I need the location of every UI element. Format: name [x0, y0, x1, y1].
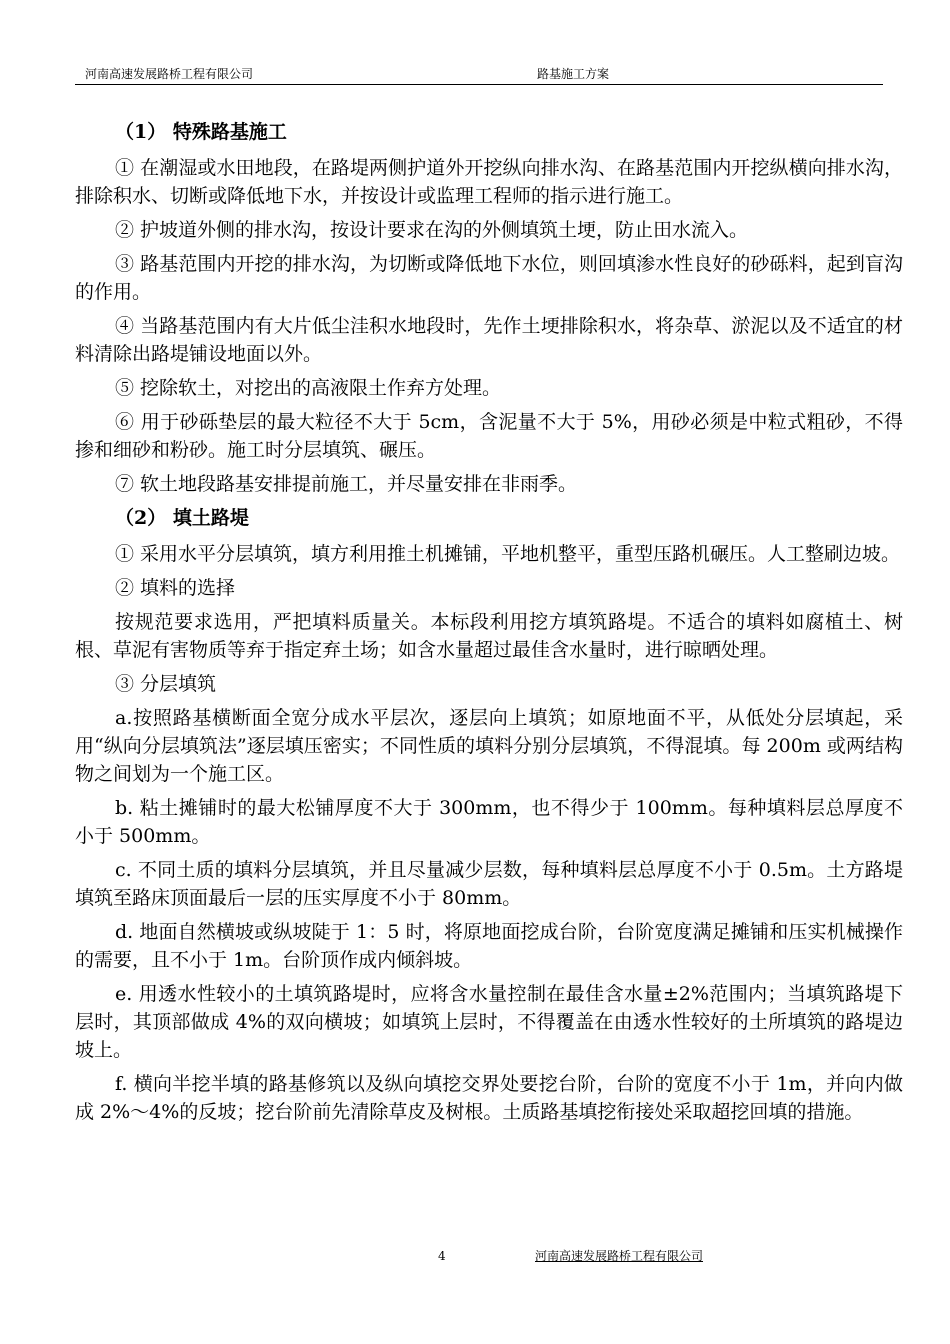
section-heading: （2） 填土路堤: [115, 507, 249, 529]
paragraph: ④ 当路基范围内有大片低尘洼积水地段时，先作土埂排除积水，将杂草、淤泥以及不适宜的材料清除出路堤铺设地面以外。: [75, 315, 903, 365]
paragraph: ① 在潮湿或水田地段，在路堤两侧护道外开挖纵向排水沟、在路基范围内开挖纵横向排水沟，排除积水、切断或降低地下水，并按设计或监理工程师的指示进行施工。: [75, 157, 903, 207]
page-header: [75, 66, 883, 85]
paragraph: ⑤ 挖除软土，对挖出的高液限土作弃方处理。: [115, 377, 502, 399]
paragraph: ① 采用水平分层填筑，填方利用推土机摊铺，平地机整平，重型压路机碾压。人工整刷边坡。: [115, 543, 901, 565]
paragraph: 按规范要求选用，严把填料质量关。本标段利用挖方填筑路堤。不适合的填料如腐植土、树根、草泥有害物质等弃于指定弃土场；如含水量超过最佳含水量时，进行晾晒处理。: [75, 611, 903, 661]
paragraph: ⑥ 用于砂砾垫层的最大粒径不大于 5cm，含泥量不大于 5%，用砂必须是中粒式粗砂，不得掺和细砂和粉砂。施工时分层填筑、碾压。: [75, 411, 903, 461]
section-heading: （1） 特殊路基施工: [115, 121, 287, 143]
section-fill-embankment: [75, 504, 903, 1126]
paragraph: e. 用透水性较小的土填筑路堤时，应将含水量控制在最佳含水量±2%范围内；当填筑路堤下层时，其顶部做成 4%的双向横坡；如填筑上层时，不得覆盖在由透水性较好的土所填筑的路堤边坡上。: [75, 983, 903, 1061]
paragraph: d. 地面自然横坡或纵坡陡于 1：5 时，将原地面挖成台阶，台阶宽度满足摊铺和压实机械操作的需要，且不小于 1m。台阶顶作成内倾斜坡。: [75, 921, 903, 971]
header-doc-title: 路基施工方案: [537, 67, 610, 81]
paragraph: c. 不同土质的填料分层填筑，并且尽量减少层数，每种填料层总厚度不小于 0.5m。土方路堤填筑至路床顶面最后一层的压实厚度不小于 80mm。: [75, 859, 903, 909]
header-company: 河南高速发展路桥工程有限公司: [85, 67, 254, 81]
paragraph: ③ 分层填筑: [115, 673, 217, 695]
section-special-subgrade: [75, 118, 903, 498]
paragraph: ② 护坡道外侧的排水沟，按设计要求在沟的外侧填筑土埂，防止田水流入。: [115, 219, 749, 241]
paragraph: ② 填料的选择: [115, 577, 236, 599]
paragraph: b. 粘土摊铺时的最大松铺厚度不大于 300mm，也不得少于 100mm。每种填料层总厚度不小于 500mm。: [75, 797, 903, 847]
footer-company: 河南高速发展路桥工程有限公司: [535, 1249, 704, 1263]
paragraph: f. 横向半挖半填的路基修筑以及纵向填挖交界处要挖台阶，台阶的宽度不小于 1m，并向内做成 2%～4%的反坡；挖台阶前先清除草皮及树根。土质路基填挖衔接处采取超挖回填的措施。: [75, 1073, 903, 1123]
paragraph: ③ 路基范围内开挖的排水沟，为切断或降低地下水位，则回填渗水性良好的砂砾料，起到盲沟的作用。: [75, 253, 903, 303]
paragraph: a.按照路基横断面全宽分成水平层次，逐层向上填筑；如原地面不平，从低处分层填起，采用“纵向分层填筑法”逐层填压密实；不同性质的填料分别分层填筑，不得混填。每 200m 或两结构物之间划为一个施工区。: [75, 707, 903, 785]
document-body: [75, 118, 903, 1132]
paragraph: ⑦ 软土地段路基安排提前施工，并尽量安排在非雨季。: [115, 473, 578, 495]
page-number: 4: [438, 1249, 446, 1263]
